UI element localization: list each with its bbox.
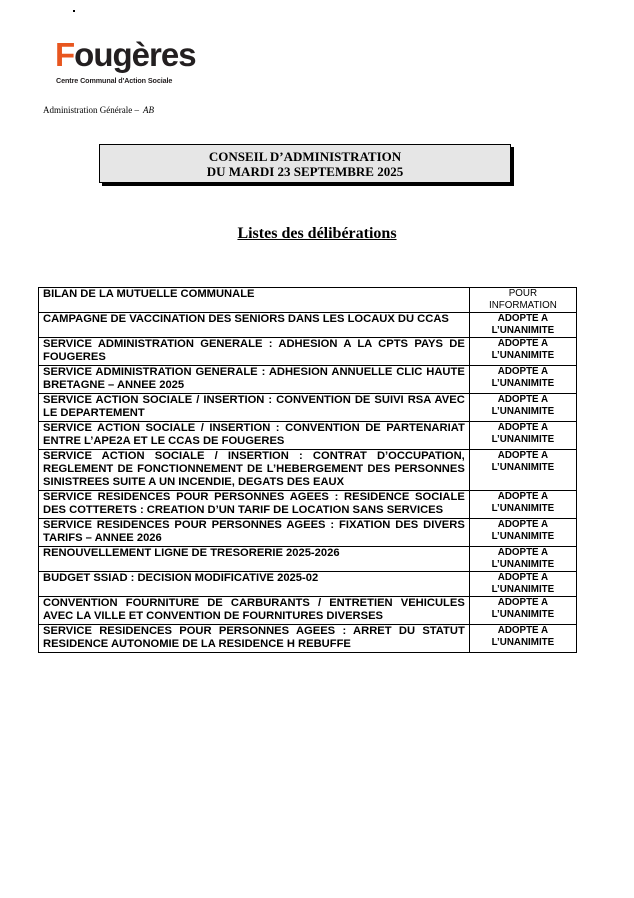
- deliberation-status: [469, 547, 576, 572]
- status-line-2: L’UNANIMITE: [491, 377, 555, 389]
- deliberation-title: SERVICE ADMINISTRATION GENERALE : ADHESION ANNUELLE CLIC HAUTE BRETAGNE – ANNEE 2025: [39, 366, 470, 394]
- deliberation-status: [469, 597, 576, 625]
- department-line: [43, 105, 154, 115]
- status-line-1: ADOPTE A: [497, 394, 549, 405]
- deliberation-title: SERVICE RESIDENCES POUR PERSONNES AGEES : FIXATION DES DIVERS TARIFS – ANNEE 2026: [39, 519, 470, 547]
- deliberation-title: SERVICE ADMINISTRATION GENERALE : ADHESION A LA CPTS PAYS DE FOUGERES: [39, 338, 470, 366]
- status-line-2: L’UNANIMITE: [491, 502, 555, 514]
- status-line-2: L’UNANIMITE: [491, 461, 555, 473]
- status-line-2: L’UNANIMITE: [491, 433, 555, 445]
- deliberation-title: BUDGET SSIAD : DECISION MODIFICATIVE 2025-02: [39, 572, 470, 597]
- deliberation-title: SERVICE RESIDENCES POUR PERSONNES AGEES : ARRET DU STATUT RESIDENCE AUTONOMIE DE LA RESIDENCE H REBUFFE: [39, 625, 470, 653]
- deliberation-row: [39, 597, 577, 625]
- status-line-1: ADOPTE A: [497, 313, 549, 324]
- status-line-2: L’UNANIMITE: [491, 349, 555, 361]
- title-line-2: DU MARDI 23 SEPTEMBRE 2025: [206, 164, 404, 179]
- status-line-2: L’UNANIMITE: [491, 558, 555, 570]
- deliberation-row: [39, 519, 577, 547]
- status-line-2: L’UNANIMITE: [491, 583, 555, 595]
- deliberation-status: [469, 519, 576, 547]
- title-box: [99, 144, 511, 183]
- status-line-1: ADOPTE A: [497, 450, 549, 461]
- deliberation-status: [469, 366, 576, 394]
- deliberations-table: [38, 287, 577, 653]
- deliberation-status: [469, 394, 576, 422]
- status-line-2: L’UNANIMITE: [491, 636, 555, 648]
- deliberation-title: RENOUVELLEMENT LIGNE DE TRESORERIE 2025-2026: [39, 547, 470, 572]
- deliberation-status: [469, 491, 576, 519]
- deliberation-status: [469, 625, 576, 653]
- status-line-1: POUR: [508, 288, 538, 299]
- status-line-1: ADOPTE A: [497, 366, 549, 377]
- page-subtitle: Listes des délibérations: [237, 225, 397, 242]
- status-line-1: ADOPTE A: [497, 572, 549, 583]
- status-line-2: L’UNANIMITE: [491, 405, 555, 417]
- deliberation-title: SERVICE ACTION SOCIALE / INSERTION : CONVENTION DE SUIVI RSA AVEC LE DEPARTEMENT: [39, 394, 470, 422]
- status-line-1: ADOPTE A: [497, 338, 549, 349]
- deliberation-row: [39, 572, 577, 597]
- department-label: Administration Générale –: [43, 105, 139, 115]
- author-initials: AB: [142, 105, 154, 115]
- deliberation-row: [39, 422, 577, 450]
- deliberation-row: [39, 338, 577, 366]
- deliberation-status: [469, 288, 576, 313]
- deliberation-title: CAMPAGNE DE VACCINATION DES SENIORS DANS LES LOCAUX DU CCAS: [39, 313, 470, 338]
- deliberation-title: SERVICE ACTION SOCIALE / INSERTION : CONTRAT D’OCCUPATION, REGLEMENT DE FONCTIONNEMENT DE L’HEBERGEMENT DES PERSONNES SINISTREES SUITE A UN INCENDIE, DEGATS DES EAUX: [39, 450, 470, 491]
- status-line-1: ADOPTE A: [497, 625, 549, 636]
- deliberation-row: [39, 547, 577, 572]
- deliberation-title: SERVICE ACTION SOCIALE / INSERTION : CONVENTION DE PARTENARIAT ENTRE L’APE2A ET LE CCAS DE FOUGERES: [39, 422, 470, 450]
- deliberation-status: [469, 450, 576, 491]
- status-line-1: ADOPTE A: [497, 519, 549, 530]
- status-line-2: INFORMATION: [488, 299, 557, 311]
- status-line-1: ADOPTE A: [497, 597, 549, 608]
- deliberation-status: [469, 422, 576, 450]
- fougeres-logo: [55, 36, 196, 88]
- status-line-1: ADOPTE A: [497, 422, 549, 433]
- title-line-1: CONSEIL D’ADMINISTRATION: [208, 149, 402, 164]
- deliberation-row: [39, 491, 577, 519]
- logo-subtitle: Centre Communal d'Action Sociale: [56, 76, 173, 85]
- deliberation-row: [39, 450, 577, 491]
- deliberation-title: CONVENTION FOURNITURE DE CARBURANTS / ENTRETIEN VEHICULES AVEC LA VILLE ET CONVENTION DE FOURNITURES DIVERSES: [39, 597, 470, 625]
- deliberation-row: [39, 366, 577, 394]
- status-line-2: L’UNANIMITE: [491, 608, 555, 620]
- deliberation-row: [39, 313, 577, 338]
- status-line-1: ADOPTE A: [497, 547, 549, 558]
- page-mark: [73, 10, 75, 12]
- status-line-1: ADOPTE A: [497, 491, 549, 502]
- status-line-2: L’UNANIMITE: [491, 324, 555, 336]
- deliberation-row: [39, 625, 577, 653]
- deliberation-status: [469, 338, 576, 366]
- deliberation-row: [39, 288, 577, 313]
- deliberation-row: [39, 394, 577, 422]
- deliberation-title: SERVICE RESIDENCES POUR PERSONNES AGEES : RESIDENCE SOCIALE DES COTTERETS : CREATION D’UN TARIF DE LOCATION SANS SERVICES: [39, 491, 470, 519]
- deliberation-status: [469, 313, 576, 338]
- deliberation-title: BILAN DE LA MUTUELLE COMMUNALE: [39, 288, 470, 313]
- deliberation-status: [469, 572, 576, 597]
- logo-wordmark: Fougères: [55, 36, 196, 73]
- status-line-2: L’UNANIMITE: [491, 530, 555, 542]
